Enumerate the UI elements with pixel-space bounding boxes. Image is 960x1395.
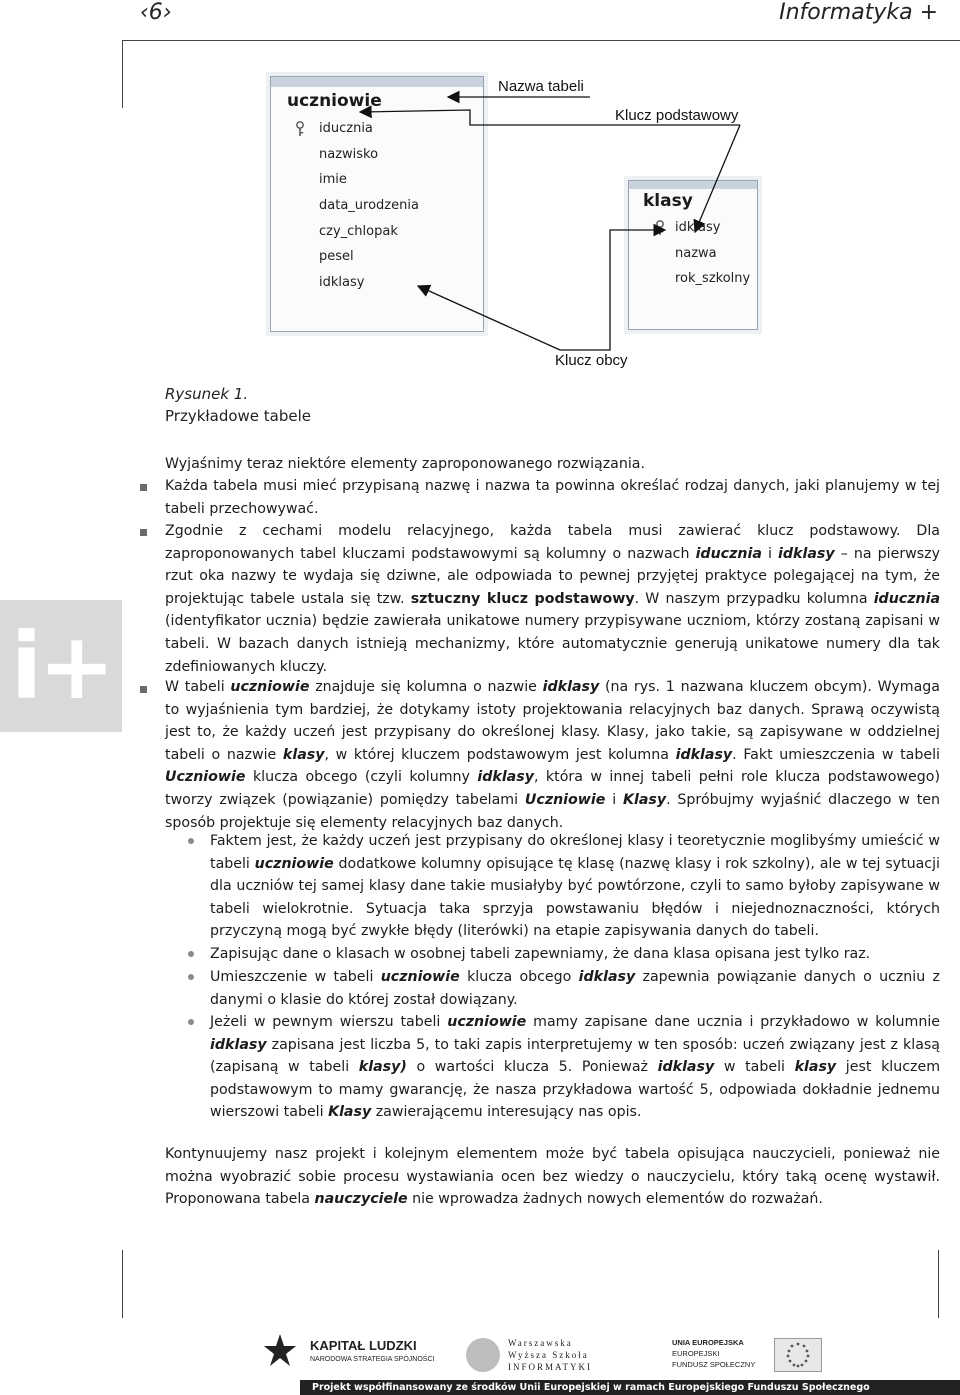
side-logo-mark: i+ [0, 600, 122, 732]
eu-line-2: EUROPEJSKI [672, 1349, 720, 1358]
field-rok-szkolny: rok_szkolny [675, 271, 751, 286]
text-run: zapisana jest liczba 5, to taki zapis interpretujemy w ten sposób: uczeń związany jest z klasą (zapisaną w tabeli [210, 1036, 940, 1076]
keyword-uczniowie: Uczniowie [524, 791, 606, 808]
text-run: Jeżeli w pewnym wierszu tabeli [210, 1014, 448, 1030]
keyword-klasy: klasy) [358, 1059, 407, 1076]
keyword-uczniowie: uczniowie [380, 969, 460, 985]
keyword-klasy: Klasy [622, 791, 667, 808]
round-bullet [188, 951, 194, 957]
text-run: klucza obcego [459, 969, 579, 985]
wwsi-emblem-icon [466, 1338, 500, 1372]
text-run: . W naszym przypadku kolumna [634, 590, 874, 607]
text-run: o wartości klucza 5. Ponieważ [406, 1059, 658, 1076]
text-run: . Spróbujmy wyjaśnić dlaczego w ten sposób projektuje się elementy relacyjnych baz danych. [165, 791, 940, 831]
round-bullet [188, 974, 194, 980]
keyword-klasy: klasy [794, 1059, 837, 1076]
callout-foreign-key: Klucz obcy [555, 352, 628, 369]
figure-caption-text: Przykładowe tabele [165, 407, 312, 425]
keyword-uczniowie: uczniowie [254, 855, 334, 872]
keyword-iducznia: iducznia [695, 545, 762, 562]
keyword-idklasy: idklasy [578, 969, 636, 985]
text-run: Kontynuujemy nasz projekt i kolejnym elementem może być tabela opisująca nauczycieli, ponieważ nie można wyobrazić sobie procesu wystawiania ocen bez wiedzy o nauczycielu, który taką ocenę wystawił. Proponowana tabela [165, 1146, 940, 1208]
text-run: (na rys. 1 nazwana kluczem obcym). Wymaga to wyjaśnienia tym bardziej, że dotykamy istoty projektowania relacyjnych baz danych. Sprawą oczywistą jest to, że każdy uczeń jest przypisany do określonej klasy. Klasy, jako takie, są zapisywane w oddzielnej tabeli o nazwie [165, 679, 940, 763]
keyword-uczniowie: uczniowie [230, 679, 310, 695]
square-bullet [140, 686, 147, 693]
keyword-klasy: Klasy [328, 1104, 372, 1121]
wwsi-line-1: Warszawska [508, 1338, 573, 1348]
keyword-idklasy: idklasy [675, 746, 733, 763]
field-nazwa: nazwa [675, 246, 717, 261]
funding-statement-bar: Projekt współfinansowany ze środków Unii Europejskiej w ramach Europejskiego Funduszu Społecznego [300, 1380, 960, 1395]
kapital-ludzki-title: KAPITAŁ LUDZKI [310, 1338, 417, 1353]
keyword-nauczyciele: nauczyciele [314, 1191, 408, 1208]
keyword-iducznia: iducznia [873, 590, 941, 607]
text-run: W tabeli [165, 679, 231, 695]
text-run: Umieszczenie w tabeli [210, 969, 381, 985]
page-number: ‹6› [140, 0, 172, 25]
eu-logo [672, 1336, 832, 1376]
field-pesel: pesel [319, 249, 354, 264]
keyword-idklasy: idklasy [542, 679, 600, 695]
text-run: jest kluczem podstawowym to mamy gwarancję, że nasza przykładowa wartość 5, odpowiada dokładnie jednemu wierszowi tabeli [210, 1059, 941, 1121]
text-run: Zgodnie z cechami modelu relacyjnego, każda tabela musi zawierać klucz podstawowy. Dla zaproponowanych tabel kluczami podstawowymi są kolumny o nazwach [165, 523, 940, 562]
keyword-idklasy: idklasy [657, 1059, 715, 1076]
text-run: zawierającemu interesujący nas opis. [371, 1104, 642, 1121]
bullet-paragraph-1: Każda tabela musi mieć przypisaną nazwę i nazwa ta powinna określać rodzaj danych, jaki planujemy w tej tabeli przechowywać. [165, 478, 940, 517]
sub-bullet-2: Zapisując dane o klasach w osobnej tabeli zapewniamy, że dana klasa opisana jest tylko raz. [210, 946, 871, 962]
round-bullet [188, 1019, 194, 1025]
field-nazwisko: nazwisko [319, 147, 379, 162]
star-emblem-icon [262, 1332, 298, 1374]
text-run: Faktem jest, że każdy uczeń jest przypisany do określonej klasy i teoretycznie moglibyśmy umieścić w tabeli [210, 833, 940, 872]
keyword-uczniowie: uczniowie [447, 1014, 527, 1030]
wwsi-line-3: INFORMATYKI [508, 1362, 593, 1372]
kapital-ludzki-logo [262, 1332, 442, 1374]
keyword-idklasy: idklasy [210, 1036, 267, 1053]
sub-bullet-1 [210, 830, 940, 943]
text-run: znajduje się kolumna o nazwie [309, 679, 543, 695]
square-bullet [140, 529, 147, 536]
text-run: i [761, 545, 779, 562]
sub-bullet-4 [210, 1011, 940, 1124]
running-title: Informatyka + [779, 0, 938, 25]
eu-line-3: FUNDUSZ SPOŁECZNY [672, 1360, 756, 1369]
text-run: zapewnia powiązanie danych o uczniu z danymi o klasie do której został dowiązany. [210, 969, 940, 1008]
table-uczniowie-title: uczniowie [287, 91, 382, 111]
square-bullet [140, 484, 147, 491]
text-run: nie wprowadza żadnych nowych elementów do rozważań. [407, 1191, 823, 1208]
text-run: mamy zapisane dane ucznia i przykładowo w kolumnie [526, 1014, 941, 1030]
figure-caption [165, 383, 311, 427]
field-iducznia: iducznia [319, 121, 373, 136]
eu-line-1: UNIA EUROPEJSKA [672, 1338, 744, 1347]
field-idklasy: idklasy [319, 275, 365, 290]
closing-paragraph [165, 1143, 940, 1211]
text-run: . Fakt umieszczenia w tabeli [732, 746, 940, 763]
field-imie: imie [319, 172, 347, 187]
eu-stars-icon [775, 1339, 821, 1371]
eu-flag-icon [774, 1338, 822, 1372]
table-klasy-title: klasy [643, 191, 693, 211]
frame-rule-left-bottom [122, 1250, 123, 1318]
text-run: , która w innej tabeli pełni role klucza podstawowego) tworzy związek (powiązanie) pomiędzy tabelami [165, 769, 940, 808]
callout-arrows [0, 0, 960, 420]
intro-paragraph: Wyjaśnimy teraz niektóre elementy zaproponowanego rozwiązania. [165, 456, 646, 472]
text-run: w tabeli [714, 1059, 795, 1076]
frame-rule-right-bottom [938, 1250, 939, 1318]
keyword-uczniowie: Uczniowie [165, 769, 246, 786]
keyword-idklasy: idklasy [778, 545, 835, 562]
text-run: dodatkowe kolumny opisujące tę klasę (nazwę klasy i rok szkolny), ale w tej sytuacji dla uczniów tej samej klasy dane takie musiałyby być powtórzone, czyli to samo byłoby zapisywane w tabeli wielokrotnie. Sytuacja taka sprzyja powstawaniu błędów i niejednoznaczności, których przyczyną mogą być zwykłe błędy (literówki) na etapie zapisywania danych do tabeli. [210, 855, 940, 940]
term-artificial-key: sztuczny klucz podstawowy [410, 590, 635, 607]
round-bullet [188, 838, 194, 844]
text-run: – na pierwszy rzut oka nazwy te wydaja się dziwne, ale odpowiada to pewnej przyjętej praktyce polegającej na tym, że projektując tabele ustala się tzw. [165, 545, 940, 607]
text-run: klucza obcego (czyli kolumny [245, 769, 478, 786]
field-czy-chlopak: czy_chlopak [319, 224, 398, 239]
wwsi-line-2: Wyższa Szkoła [508, 1350, 589, 1360]
foreign-key-arrow-klasy [560, 230, 665, 350]
text-run: (identyfikator ucznia) będzie zawierała unikatowe numery przypisywane uczniom, którzy zostaną zapisani w tabeli. W bazach danych istnieją mechanizmy, które automatycznie generują unikatowe numery dla tak zdefiniowanych kluczy. [165, 613, 940, 675]
figure-caption-label: Rysunek 1. [165, 385, 249, 403]
callout-primary-key: Klucz podstawowy [615, 107, 739, 124]
text-run: , w której kluczem podstawowym jest kolumna [324, 746, 676, 763]
kapital-ludzki-subtitle: NARODOWA STRATEGIA SPÓJNOŚCI [310, 1356, 435, 1363]
wwsi-logo [462, 1336, 612, 1378]
sub-bullet-3 [210, 966, 940, 1011]
foreign-key-arrow-uczniowie [418, 286, 560, 350]
field-idklasy: idklasy [675, 220, 721, 235]
bullet-paragraph-2 [165, 520, 940, 678]
callout-table-name: Nazwa tabeli [498, 78, 584, 95]
keyword-klasy: klasy [282, 746, 325, 763]
keyword-idklasy: idklasy [477, 769, 534, 786]
bullet-paragraph-3 [165, 676, 940, 834]
field-data-urodzenia: data_urodzenia [319, 198, 419, 213]
primary-key-arrow-klasy [695, 125, 740, 232]
text-run: i [605, 791, 623, 808]
